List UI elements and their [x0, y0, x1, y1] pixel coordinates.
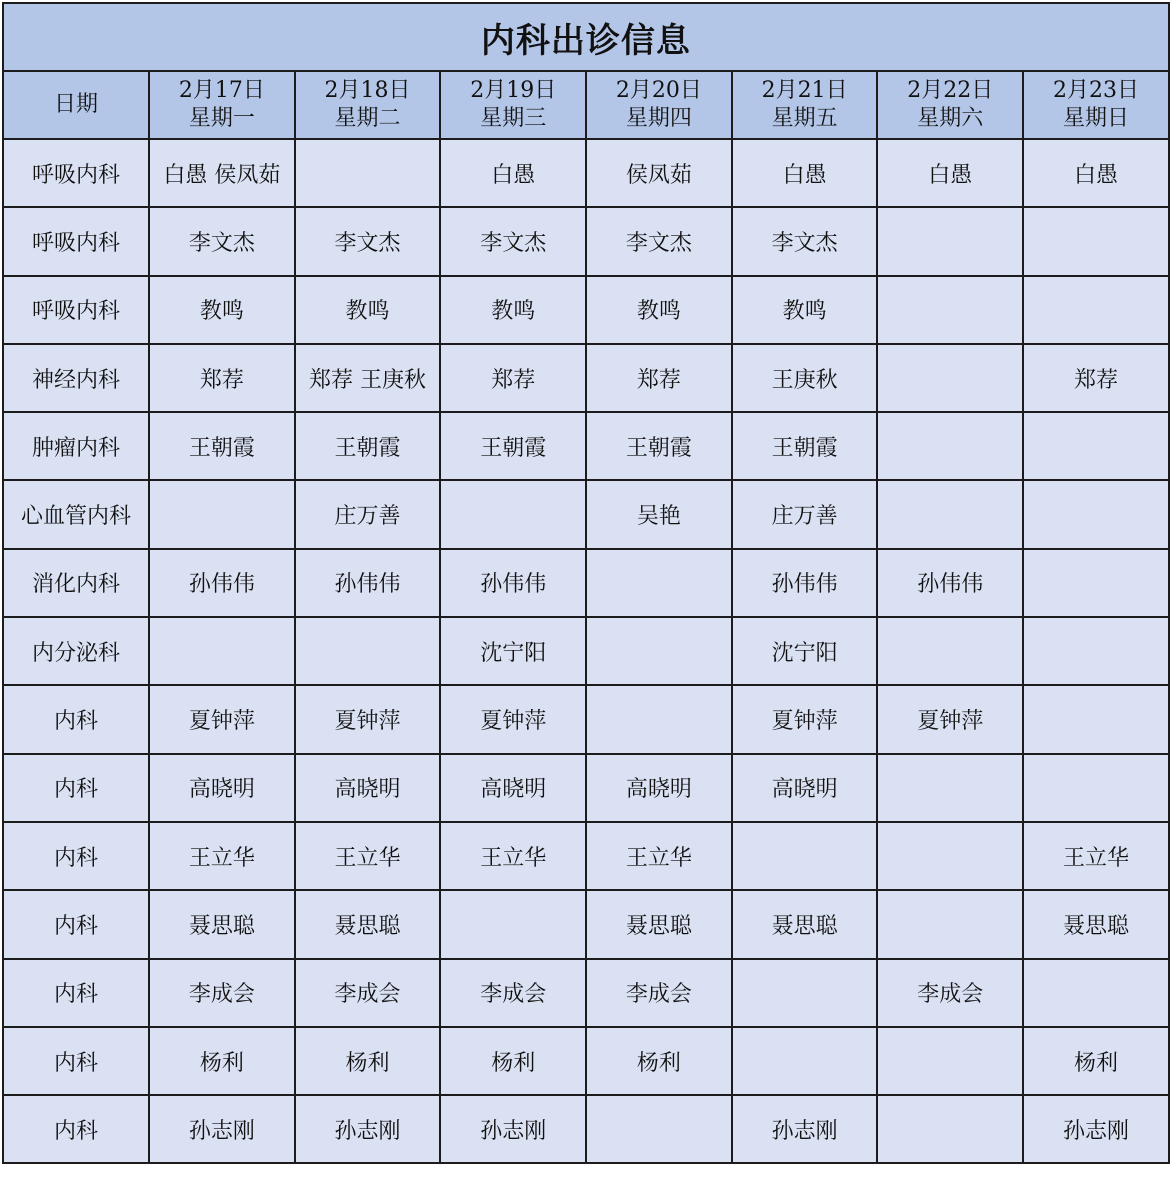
doctor-cell: 庄万善 [295, 480, 441, 548]
doctor-cell: 聂思聪 [586, 890, 732, 958]
doctor-cell: 孙志刚 [149, 1095, 295, 1163]
day-date: 2月18日 [324, 78, 411, 103]
doctor-cell [295, 139, 441, 207]
doctor-cell [732, 822, 878, 890]
doctor-cell: 李文杰 [732, 207, 878, 275]
day-weekday: 星期一 [188, 106, 255, 131]
doctor-cell: 李文杰 [586, 207, 732, 275]
doctor-cell [1023, 959, 1169, 1027]
table-row [3, 1027, 1169, 1095]
doctor-cell: 教鸣 [149, 276, 295, 344]
doctor-cell [1023, 617, 1169, 685]
table-row [3, 549, 1169, 617]
doctor-cell: 王朝霞 [149, 412, 295, 480]
doctor-cell [440, 480, 586, 548]
doctor-cell [149, 617, 295, 685]
doctor-cell: 白愚 [1023, 139, 1169, 207]
doctor-cell: 孙志刚 [295, 1095, 441, 1163]
department-cell: 内科 [3, 1027, 149, 1095]
doctor-cell [586, 549, 732, 617]
doctor-cell: 杨利 [1023, 1027, 1169, 1095]
doctor-cell: 王立华 [149, 822, 295, 890]
doctor-cell: 李成会 [877, 959, 1023, 1027]
doctor-cell: 高晓明 [440, 754, 586, 822]
doctor-cell [1023, 207, 1169, 275]
table-row [3, 890, 1169, 958]
doctor-cell: 教鸣 [732, 276, 878, 344]
day-header [877, 71, 1023, 139]
table-row [3, 822, 1169, 890]
doctor-cell: 郑荐 [149, 344, 295, 412]
doctor-cell: 李成会 [440, 959, 586, 1027]
doctor-cell: 杨利 [149, 1027, 295, 1095]
doctor-cell: 聂思聪 [732, 890, 878, 958]
doctor-cell: 高晓明 [295, 754, 441, 822]
day-date: 2月17日 [178, 78, 265, 103]
doctor-cell: 夏钟萍 [877, 685, 1023, 753]
doctor-cell: 高晓明 [586, 754, 732, 822]
day-date: 2月21日 [761, 78, 848, 103]
date-column-header: 日期 [3, 71, 149, 139]
doctor-cell [586, 617, 732, 685]
day-date: 2月20日 [615, 78, 702, 103]
doctor-cell [586, 1095, 732, 1163]
table-row [3, 207, 1169, 275]
department-cell: 呼吸内科 [3, 139, 149, 207]
table-row [3, 480, 1169, 548]
day-weekday: 星期二 [334, 106, 401, 131]
doctor-cell [877, 207, 1023, 275]
header-row [3, 71, 1169, 139]
doctor-cell: 夏钟萍 [295, 685, 441, 753]
doctor-cell: 侯凤茹 [586, 139, 732, 207]
doctor-cell: 王立华 [295, 822, 441, 890]
department-cell: 内分泌科 [3, 617, 149, 685]
doctor-cell [149, 480, 295, 548]
day-header [1023, 71, 1169, 139]
doctor-cell: 夏钟萍 [149, 685, 295, 753]
doctor-cell: 杨利 [586, 1027, 732, 1095]
doctor-cell: 孙志刚 [440, 1095, 586, 1163]
doctor-cell [586, 685, 732, 753]
doctor-cell: 教鸣 [440, 276, 586, 344]
doctor-cell [1023, 412, 1169, 480]
day-date: 2月22日 [907, 78, 994, 103]
doctor-cell: 杨利 [295, 1027, 441, 1095]
doctor-cell [1023, 549, 1169, 617]
doctor-cell [877, 754, 1023, 822]
doctor-cell: 王立华 [440, 822, 586, 890]
doctor-cell: 郑荐 [440, 344, 586, 412]
doctor-cell: 白愚 [877, 139, 1023, 207]
day-weekday: 星期六 [917, 106, 984, 131]
doctor-cell: 孙伟伟 [295, 549, 441, 617]
table-row [3, 412, 1169, 480]
day-header [732, 71, 878, 139]
doctor-cell: 聂思聪 [149, 890, 295, 958]
doctor-cell [877, 344, 1023, 412]
day-weekday: 星期三 [480, 106, 547, 131]
doctor-cell: 白愚 [440, 139, 586, 207]
department-cell: 神经内科 [3, 344, 149, 412]
doctor-cell [1023, 754, 1169, 822]
table-row [3, 685, 1169, 753]
doctor-cell: 李成会 [149, 959, 295, 1027]
department-cell: 心血管内科 [3, 480, 149, 548]
doctor-cell [1023, 480, 1169, 548]
doctor-cell: 教鸣 [586, 276, 732, 344]
table-row [3, 959, 1169, 1027]
day-weekday: 星期日 [1062, 106, 1129, 131]
day-header [586, 71, 732, 139]
department-cell: 呼吸内科 [3, 207, 149, 275]
doctor-cell: 郑荐 [586, 344, 732, 412]
department-cell: 肿瘤内科 [3, 412, 149, 480]
schedule-body [3, 139, 1169, 1163]
table-row [3, 139, 1169, 207]
department-cell: 内科 [3, 754, 149, 822]
doctor-cell: 王立华 [1023, 822, 1169, 890]
day-header [295, 71, 441, 139]
doctor-cell: 聂思聪 [1023, 890, 1169, 958]
doctor-cell: 王朝霞 [440, 412, 586, 480]
department-cell: 内科 [3, 685, 149, 753]
department-cell: 内科 [3, 959, 149, 1027]
doctor-cell: 聂思聪 [295, 890, 441, 958]
department-cell: 呼吸内科 [3, 276, 149, 344]
doctor-cell: 教鸣 [295, 276, 441, 344]
department-cell: 内科 [3, 822, 149, 890]
doctor-cell: 王朝霞 [732, 412, 878, 480]
doctor-cell [877, 822, 1023, 890]
doctor-cell [877, 1027, 1023, 1095]
doctor-cell [877, 412, 1023, 480]
doctor-cell [440, 890, 586, 958]
doctor-cell: 郑荐 [1023, 344, 1169, 412]
doctor-cell: 王朝霞 [586, 412, 732, 480]
day-weekday: 星期四 [625, 106, 692, 131]
doctor-cell: 王立华 [586, 822, 732, 890]
doctor-cell: 白愚 [732, 139, 878, 207]
doctor-cell: 李成会 [586, 959, 732, 1027]
doctor-cell: 李文杰 [440, 207, 586, 275]
doctor-cell: 孙志刚 [732, 1095, 878, 1163]
day-date: 2月19日 [470, 78, 557, 103]
table-row [3, 344, 1169, 412]
day-weekday: 星期五 [771, 106, 838, 131]
doctor-cell: 沈宁阳 [732, 617, 878, 685]
day-header [440, 71, 586, 139]
doctor-cell: 孙伟伟 [440, 549, 586, 617]
doctor-cell: 郑荐 王庚秋 [295, 344, 441, 412]
table-row [3, 1095, 1169, 1163]
department-cell: 内科 [3, 890, 149, 958]
doctor-cell: 孙伟伟 [732, 549, 878, 617]
table-title: 内科出诊信息 [3, 3, 1169, 71]
table-row [3, 617, 1169, 685]
doctor-cell: 孙伟伟 [877, 549, 1023, 617]
doctor-cell: 孙伟伟 [149, 549, 295, 617]
schedule-table [2, 2, 1170, 1164]
doctor-cell: 王朝霞 [295, 412, 441, 480]
day-header [149, 71, 295, 139]
doctor-cell: 沈宁阳 [440, 617, 586, 685]
doctor-cell [877, 1095, 1023, 1163]
day-date: 2月23日 [1052, 78, 1139, 103]
doctor-cell [877, 480, 1023, 548]
doctor-cell: 夏钟萍 [732, 685, 878, 753]
doctor-cell [1023, 685, 1169, 753]
doctor-cell: 王庚秋 [732, 344, 878, 412]
doctor-cell [1023, 276, 1169, 344]
department-cell: 消化内科 [3, 549, 149, 617]
doctor-cell: 高晓明 [732, 754, 878, 822]
doctor-cell: 孙志刚 [1023, 1095, 1169, 1163]
doctor-cell: 吴艳 [586, 480, 732, 548]
doctor-cell [877, 617, 1023, 685]
doctor-cell: 庄万善 [732, 480, 878, 548]
table-row [3, 754, 1169, 822]
doctor-cell: 李文杰 [149, 207, 295, 275]
table-row [3, 276, 1169, 344]
doctor-cell: 杨利 [440, 1027, 586, 1095]
doctor-cell: 白愚 侯凤茹 [149, 139, 295, 207]
doctor-cell [732, 1027, 878, 1095]
doctor-cell [877, 890, 1023, 958]
doctor-cell [732, 959, 878, 1027]
doctor-cell: 李文杰 [295, 207, 441, 275]
doctor-cell: 李成会 [295, 959, 441, 1027]
doctor-cell [877, 276, 1023, 344]
doctor-cell [295, 617, 441, 685]
department-cell: 内科 [3, 1095, 149, 1163]
doctor-cell: 高晓明 [149, 754, 295, 822]
doctor-cell: 夏钟萍 [440, 685, 586, 753]
